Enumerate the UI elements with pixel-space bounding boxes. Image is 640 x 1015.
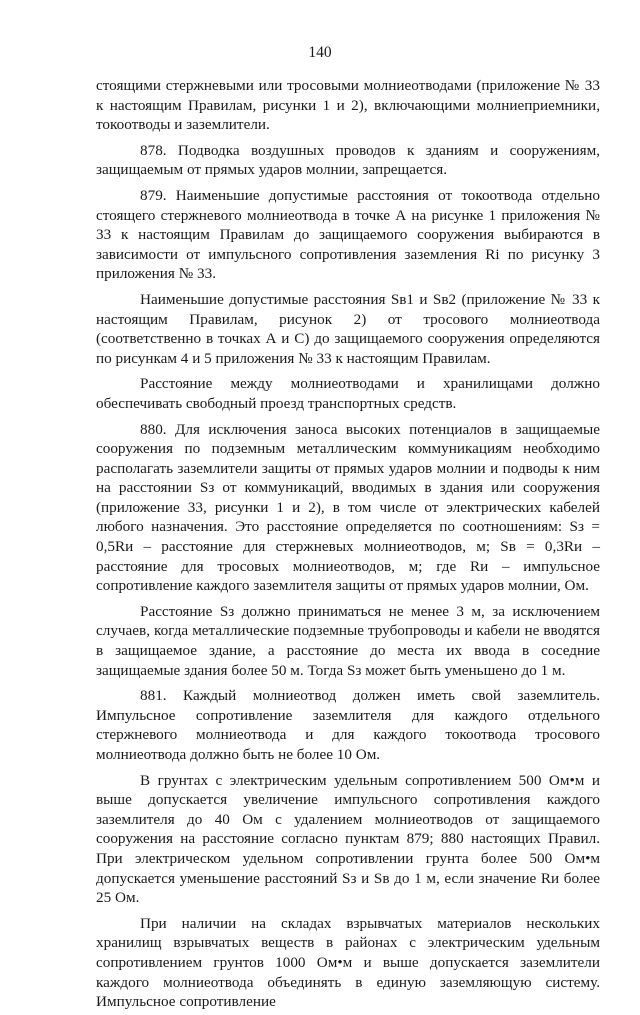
paragraph-880: 880. Для исключения заноса высоких потенциалов в защищаемые сооружения по подземным металлическим коммуникациям необходимо располагать заземлители защиты от прямых ударов молнии и подводы к ним на расстоянии Sз от коммуникаций, вводимых в здания или сооружения (приложение 33, рисунки 1 и 2), в том числе от электрических кабелей любого назначения. Это расстояние определяется по соотношениям: Sз = 0,5Rи – расстояние для стержневых молниеотводов, м; Sв = 0,3Rи – расстояние для тросовых молниеотводов, м; где Rи – импульсное сопротивление каждого заземлителя защиты от прямых ударов молнии, Ом. xyxy=(96,420,600,595)
page-number: 140 xyxy=(308,44,332,61)
document-body xyxy=(96,76,600,1015)
paragraph-continuation: стоящими стержневыми или тросовыми молниеотводами (приложение № 33 к настоящим Правилам, рисунки 1 и 2), включающими молниеприемники, токоотводы и заземлители. xyxy=(96,77,600,134)
paragraph-879-passage: Расстояние между молниеотводами и хранилищами должно обеспечивать свободный проезд транспортных средств. xyxy=(96,375,600,412)
paragraph-881-storage: При наличии на складах взрывчатых материалов нескольких хранилищ взрывчатых веществ в районах с электрическим удельным сопротивлением грунтов 1000 Ом•м и выше допускается заземлители каждого молниеотвода объединять в единую заземляющую систему. Импульсное сопротивление xyxy=(96,914,600,1011)
paragraph-878: 878. Подводка воздушных проводов к зданиям и сооружениям, защищаемым от прямых ударов молнии, запрещается. xyxy=(96,141,600,179)
paragraph-881: 881. Каждый молниеотвод должен иметь свой заземлитель. Импульсное сопротивление заземлителя для каждого отдельного стержневого молниеотвода и для каждого токоотвода тросового молниеотвода должно быть не более 10 Ом. xyxy=(96,687,600,763)
paragraph-879-distances: Наименьшие допустимые расстояния Sв1 и Sв2 (приложение № 33 к настоящим Правилам, рисунок 2) от тросового молниеотвода (соответственно в точках А и С) до защищаемого сооружения определяются по рисункам 4 и 5 приложения № 33 к настоящим Правилам. xyxy=(96,290,600,367)
paragraph-879: 879. Наименьшие допустимые расстояния от токоотвода отдельно стоящего стержневого молниеотвода в точке А на рисунке 1 приложения № 33 к настоящим Правилам до защищаемого сооружения выбираются в зависимости от импульсного сопротивления заземления Ri по рисунку 3 приложения № 33. xyxy=(96,186,600,283)
paragraph-880-distance: Расстояние Sз должно приниматься не менее 3 м, за исключением случаев, когда металлические подземные трубопроводы и кабели не вводятся в защищаемое здание, а расстояние до места их ввода в соседние защищаемые здания более 50 м. Тогда Sз может быть уменьшено до 1 м. xyxy=(96,602,600,679)
paragraph-881-soil: В грунтах с электрическим удельным сопротивлением 500 Ом•м и выше допускается увеличение импульсного сопротивления каждого заземлителя до 40 Ом с удалением молниеотводов от защищаемого сооружения на расстояние согласно пунктам 879; 880 настоящих Правил. При электрическом удельном сопротивлении грунта более 500 Ом•м допускается уменьшение расстояний Sз и Sв до 1 м, если значение Rи более 25 Ом. xyxy=(96,771,600,907)
